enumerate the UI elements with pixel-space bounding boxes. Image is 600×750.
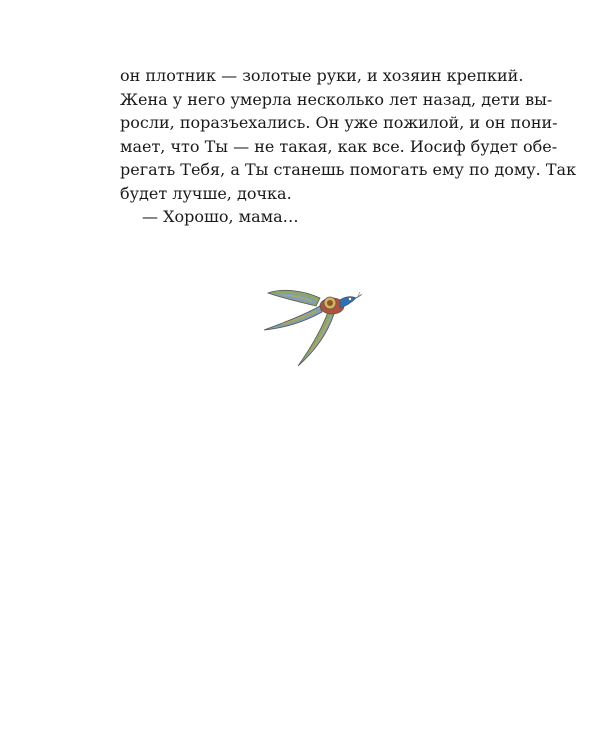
text-line: он плотник — золотые руки, и хозяин крепкий. bbox=[120, 66, 524, 85]
swallow-bird-icon bbox=[262, 280, 362, 370]
text-line: Жена у него умерла несколько лет назад, дети вы- bbox=[120, 89, 553, 109]
text-line: мает, что Ты — не такая, как все. Иосиф будет обе- bbox=[120, 136, 558, 156]
text-line: росли, поразъехались. Он уже пожилой, и он пони- bbox=[120, 113, 558, 132]
text-line-last: будет лучше, дочка. bbox=[120, 183, 292, 203]
body-text bbox=[120, 64, 577, 229]
text-line: регать Тебя, а Ты станешь помогать ему по дому. Так bbox=[120, 160, 577, 179]
dialogue-line: — Хорошо, мама… bbox=[142, 207, 299, 226]
